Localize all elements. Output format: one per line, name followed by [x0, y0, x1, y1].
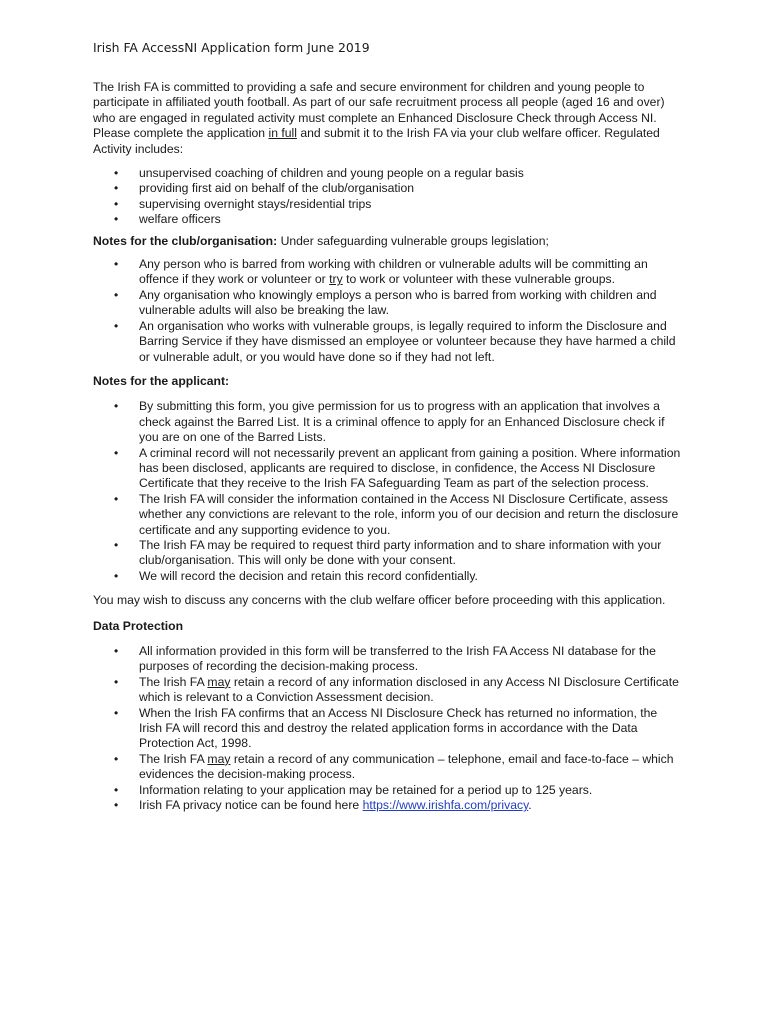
club-note-1-text-b: to work or volunteer with these vulnerable groups.: [342, 272, 616, 287]
list-item: • We will record the decision and retain this record confidentially.: [93, 569, 683, 584]
list-item: • Information relating to your application may be retained for a period up to 125 years.: [93, 783, 683, 798]
dp-item-4-text-b: retain a record of any communication – telephone, email and face-to-face – which evidences the decision-making process.: [139, 751, 674, 782]
list-item: • A criminal record will not necessarily prevent an applicant from gaining a position. Where information has been disclosed, applicants are required to disclose, in confidence, the Access NI Disclosure Certificate that they receive to the Irish FA Safeguarding Team as part of the selection process.: [93, 446, 683, 492]
club-notes-heading: [93, 234, 683, 249]
dp-item-4-text-a: The Irish FA: [139, 751, 208, 766]
data-protection-list: [93, 644, 683, 813]
privacy-notice-link[interactable]: https://www.irishfa.com/privacy: [362, 798, 529, 813]
list-item: • unsupervised coaching of children and young people on a regular basis: [93, 166, 683, 181]
list-item: • The Irish FA may be required to request third party information and to share information with your club/organisation. This will only be done with your consent.: [93, 538, 683, 569]
intro-underline-in-full: in full: [268, 126, 297, 141]
document-page: [93, 40, 683, 813]
list-item: • By submitting this form, you give permission for us to progress with an application that involves a check against the Barred List. It is a criminal offence to apply for an Enhanced Disclosure check if you are on one of the Barred Lists.: [93, 399, 683, 445]
list-item: • The Irish FA will consider the information contained in the Access NI Disclosure Certificate, assess whether any convictions are relevant to the role, inform you of our decision and return the disclosure certificate and any supporting evidence to you.: [93, 492, 683, 538]
list-item: • All information provided in this form will be transferred to the Irish FA Access NI database for the purposes of recording the decision-making process.: [93, 644, 683, 675]
intro-paragraph: [93, 80, 683, 157]
applicant-notes-heading: Notes for the applicant:: [93, 373, 230, 388]
list-item: [93, 798, 683, 813]
club-notes-subheading: Under safeguarding vulnerable groups legislation;: [277, 233, 549, 248]
list-item: • welfare officers: [93, 212, 683, 227]
list-item: • Any organisation who knowingly employs a person who is barred from working with children and vulnerable adults will also be breaking the law.: [93, 288, 683, 319]
list-item: [93, 257, 683, 288]
applicant-notes-list: [93, 399, 683, 584]
list-item: • An organisation who works with vulnerable groups, is legally required to inform the Disclosure and Barring Service if they have dismissed an employee or volunteer because they have harmed a child or vulnerable adult, or you would have done so if they had not left.: [93, 319, 683, 365]
intro-text-1: The Irish FA is committed to providing a safe and secure environment for children and young people to participate in affiliated youth football. As part of our safe recruitment process all people (aged 16 and over) who are engaged in regulated activity must complete an Enhanced Disclosure Check through Access NI. Please complete the application: [93, 80, 665, 141]
club-note-1-text-a: Any person who is barred from working with children or vulnerable adults will be committing an offence if they work or volunteer or: [139, 257, 648, 287]
dp-item-6-text-b: .: [528, 798, 532, 813]
regulated-activity-list: [93, 166, 683, 228]
data-protection-heading: Data Protection: [93, 618, 184, 633]
dp-item-6-text-a: Irish FA privacy notice can be found here: [139, 798, 363, 813]
list-item: [93, 675, 683, 706]
list-item: [93, 752, 683, 783]
intro-text-2: and submit it to the Irish FA via your club welfare officer. Regulated Activity includes:: [93, 126, 660, 156]
club-note-1-underline-try: try: [329, 272, 343, 287]
list-item: • supervising overnight stays/residential trips: [93, 197, 683, 212]
list-item: • When the Irish FA confirms that an Access NI Disclosure Check has returned no information, the Irish FA will record this and destroy the related application forms in accordance with the Data Protection Act, 1998.: [93, 706, 683, 752]
club-notes-heading-bold: Notes for the club/organisation:: [93, 233, 278, 248]
list-item: • providing first aid on behalf of the club/organisation: [93, 181, 683, 196]
document-header-title: Irish FA AccessNI Application form June 2019: [93, 40, 370, 55]
club-notes-list: [93, 257, 683, 365]
dp-item-2-text-a: The Irish FA: [139, 674, 208, 689]
closing-paragraph: You may wish to discuss any concerns with the club welfare officer before proceeding with this application.: [93, 593, 666, 608]
dp-item-4-underline-may: may: [207, 751, 231, 766]
dp-item-2-text-b: retain a record of any information disclosed in any Access NI Disclosure Certificate which is relevant to a Conviction Assessment decision.: [139, 674, 679, 705]
dp-item-2-underline-may: may: [207, 674, 231, 689]
